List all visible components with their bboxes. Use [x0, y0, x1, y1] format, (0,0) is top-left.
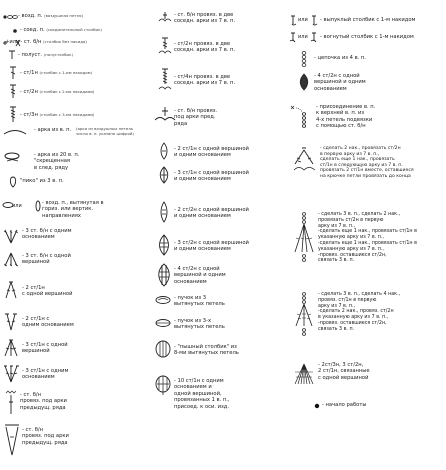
entry-label: основанием — [174, 278, 207, 285]
entry-label: - 2 ст/1н с — [22, 316, 50, 322]
entry-label: - возд. п., вытянутая в — [42, 200, 104, 206]
entry-label: с помощью ст. б/н — [316, 123, 366, 130]
entry-label: и одним основанием — [174, 152, 231, 159]
entry-note: число в. п. указано цифрой) — [76, 130, 134, 136]
entry-label: - ст. б/н — [20, 39, 42, 45]
entry-label: провяз. под арки — [22, 433, 69, 440]
entry-label: основанием и — [174, 384, 212, 391]
three-dc-top-base-icon — [159, 166, 169, 184]
entry-label: с одной вершиной — [318, 374, 369, 381]
entry-label: - 4 ст/2н с одной — [174, 266, 220, 272]
half-dc-icon — [8, 50, 16, 60]
entry-label: 4-х петель подвязки — [316, 116, 373, 123]
entry-label: вершиной и одним — [314, 79, 366, 86]
puff-3b-icon — [155, 318, 171, 328]
entry-label: указанную арку из 7 в. п., — [318, 235, 384, 241]
entry-note: (столбик с 3-мя накидами) — [39, 112, 95, 117]
entry-label: - возд. п. — [18, 13, 43, 19]
entry-label: - сделать 2 нак., провязать ст/2н — [320, 146, 401, 151]
entry-label: -сделать еще 1 нак., провязать ст/1н в — [318, 229, 417, 235]
entry-label: - присоединение в. п. — [316, 104, 376, 110]
entry-label: 2 ст/1н, связанные — [318, 368, 370, 375]
entry-label: связать 3 в. п. — [318, 258, 355, 264]
entry-label: присоед. к оси. изд. — [174, 403, 230, 410]
entry-label: - ст. б/н — [22, 427, 44, 433]
entry-label: - ст/2н провяз. в две — [174, 41, 231, 47]
entry-label: ряда — [174, 120, 188, 127]
entry-label: направлениях — [42, 212, 81, 219]
sc-arch-row-icon — [154, 106, 176, 124]
join-chain-icon — [290, 104, 314, 128]
entry-label: соседн. арки из 7 в. п. — [174, 80, 236, 87]
entry-label: - 3 ст/1н с одной — [22, 342, 68, 348]
puff-8-icon — [155, 340, 171, 358]
entry-label: - цепочка из 4 в. п. — [314, 55, 366, 61]
legend-column-2 — [150, 0, 290, 470]
dc-icon — [9, 66, 17, 80]
entry-label: провязать ст/2н в первую — [318, 217, 384, 223]
entry-label: в указанную арку из 7 в. п., — [318, 315, 389, 321]
entry-label: - ст/3н — [20, 112, 38, 118]
entry-label: провяз. под арки — [20, 398, 67, 405]
entry-label: вытянутых петель — [174, 301, 225, 308]
entry-note: (полустолбик) — [43, 52, 73, 57]
legend-column-1 — [0, 0, 150, 470]
two-dc-one-base-icon — [4, 313, 18, 331]
entry-label: основанием — [314, 85, 347, 92]
picot-icon — [9, 176, 17, 188]
entry-label: гориз. или вертик. — [42, 206, 94, 213]
tr-two-arches-icon — [158, 37, 172, 57]
entry-label: - пучок из 3 — [174, 295, 207, 301]
entry-label: вершиной — [22, 259, 50, 266]
entry-label: вершиной — [22, 348, 50, 355]
entry-label: в первую арку из 7 в. п., — [320, 151, 380, 157]
entry-label: - 2 ст/2н с одной вершиной — [174, 207, 249, 213]
dot-chain-icon — [3, 14, 17, 20]
quad-tr-two-arches-icon — [158, 68, 172, 92]
entry-label: - пучок из 3-х — [174, 318, 212, 324]
entry-note: (арка из воздушных петель — [76, 126, 134, 131]
entry-label: - вогнутый столбик с 1-м накидом — [320, 34, 414, 40]
entry-label: указанную арку из 7 в. п., — [318, 246, 384, 252]
entry-label: - 10 ст/1н с одним — [174, 378, 224, 384]
four-tr-top-base-icon — [157, 263, 171, 287]
entry-label: - арка из 20 в. п. — [34, 152, 80, 158]
two-dc-top-base-icon — [159, 142, 169, 160]
entry-label: 8-ми вытянутых петель — [174, 350, 239, 357]
entry-label: соседн. арки из 7 в. п. — [174, 18, 236, 25]
slip-stitch-icon — [12, 28, 18, 34]
entry-label: - ст/2н — [20, 89, 38, 95]
entry-label: "пико" из 3 в. п. — [20, 178, 64, 184]
entry-label: в след. ряду — [34, 164, 69, 171]
entry-label: одной вершиной, — [174, 390, 222, 397]
entry-label: арку из 7 в. п., — [318, 223, 356, 229]
four-tr-cluster-icon — [299, 73, 309, 91]
sc-under-arch-icon-2 — [3, 423, 21, 457]
joined-tr-dc-icon — [293, 146, 317, 174]
loop-icon — [3, 152, 21, 162]
entry-label: - 3 ст. б/н с одним — [22, 228, 72, 234]
entry-label: провяз. ст/1н в первую — [318, 297, 377, 303]
long-chain-icon — [2, 200, 42, 216]
entry-label: - ст/4н провяз. в две — [174, 74, 231, 80]
entry-label: -сделать еще 1 нак., провязать ст/1н в — [318, 240, 417, 246]
entry-label: -провяз. оставшиеся ст/2н, — [318, 252, 387, 258]
entry-label: - 3 ст. б/н с одной — [22, 253, 71, 259]
sc-under-arch-icon — [3, 390, 19, 416]
entry-note: (столбик с 1-им накидом) — [39, 70, 93, 75]
entry-label: предыдущ. ряда — [22, 439, 68, 446]
three-sc-one-top-icon — [3, 252, 19, 268]
entry-label: вытянутых петель — [174, 324, 225, 331]
entry-label: "скрещенная — [34, 158, 71, 165]
entry-label: провязать 2 ст/1н вместе, оставшиеся — [320, 168, 414, 174]
entry-label: - 2 ст/1н с одной вершиной — [174, 146, 249, 152]
two-tr-top-base-icon — [159, 201, 169, 223]
entry-label: сделать еще 1 нак., провязать — [320, 157, 395, 163]
dtr-icon — [9, 106, 17, 123]
chain-4-icon — [300, 51, 308, 67]
entry-label: - начало работы — [322, 402, 367, 408]
ten-dc-bobble-icon — [155, 374, 171, 396]
entry-label: - 2ст/3н, 3 ст/2н, — [318, 362, 364, 368]
entry-label: - 3 ст/2н с одной вершиной — [174, 240, 249, 246]
three-dc-one-base-icon — [3, 365, 19, 383]
entry-prefix: или — [298, 17, 308, 23]
entry-label: -сделать 2 нак., провяз. ст/2н — [318, 309, 394, 315]
sc-two-arches-icon — [158, 11, 172, 25]
entry-label: - 3 ст/1н с одной вершиной — [174, 170, 249, 176]
entry-label: - 2 ст/1н — [22, 285, 45, 291]
entry-label: - выпуклый столбик с 1-м накидом — [320, 17, 416, 23]
entry-label: провязанных 1 в. п., — [174, 397, 230, 404]
entry-note: (столбик без накида) — [43, 39, 87, 44]
entry-label: вершиной и одним — [174, 272, 226, 279]
two-dc-one-top-icon — [4, 281, 18, 299]
entry-label: - ст. б/н провяз. в две — [174, 12, 234, 18]
entry-label: - арка из в. п. — [34, 127, 72, 133]
entry-label: на крючке петли провязать до конца — [320, 173, 411, 179]
entry-label: - 3 ст/1н с одним — [22, 368, 69, 374]
three-dc-one-top-icon — [3, 339, 19, 357]
entry-prefix: или — [298, 34, 308, 40]
three-sc-one-base-icon — [3, 228, 19, 244]
entry-label: - ст. б/н — [20, 392, 42, 398]
entry-label: одним основанием — [22, 322, 74, 329]
entry-label: к верхней в. п. из — [316, 110, 365, 117]
entry-label: - сделать 3 в. п., сделать 4 нак., — [318, 292, 401, 297]
start-dot-icon — [314, 403, 320, 409]
entry-label: под арки пред. — [174, 114, 216, 121]
entry-label: и одним основанием — [174, 246, 231, 253]
entry-label: - полуст. — [18, 52, 42, 58]
legend-column-3 — [290, 0, 446, 470]
entry-label: - сделать 3 в. п., сделать 2 нак., — [318, 212, 401, 217]
fan-top-icon — [293, 362, 315, 386]
puff-3-icon — [155, 295, 171, 305]
entry-label: предыдущ. ряда — [20, 404, 66, 411]
entry-label: -провяз. оставшиеся ст/2н, — [318, 320, 387, 326]
entry-note: (соединительный столбик) — [46, 27, 102, 32]
entry-label: с одной вершиной — [22, 291, 73, 298]
entry-label: и одним основанием — [174, 213, 231, 220]
entry-label: и одним основанием — [174, 176, 231, 183]
entry-label: - ст/1н — [20, 70, 38, 76]
three-tr-top-base-icon — [158, 234, 170, 256]
entry-label: связать 3 в. п. — [318, 326, 355, 332]
entry-label: - ст. б/н провяз. — [174, 108, 218, 114]
entry-note: (воздушная петля) — [44, 13, 83, 18]
entry-prefix: или — [12, 203, 22, 209]
entry-label: ст/1н в следующую арку из 7 в. п. — [320, 162, 403, 168]
entry-label: соседн. арки из 7 в. п. — [174, 47, 236, 54]
multi-join-icon — [292, 212, 316, 262]
tr-icon — [9, 84, 17, 99]
entry-label: основанием — [22, 234, 55, 241]
multi-join-2-icon — [292, 292, 316, 336]
entry-label: - 4 ст/2н с одной — [314, 73, 360, 79]
entry-label: основанием — [22, 374, 55, 381]
entry-note: (столбик с 2-мя накидами) — [39, 89, 95, 94]
entry-label: - соед. п. — [20, 27, 45, 33]
entry-prefix: +или — [5, 39, 20, 45]
entry-label: - "пышный столбик" из — [174, 344, 237, 350]
arc-icon — [3, 129, 27, 135]
entry-label: арку из 7 в. п., — [318, 303, 356, 309]
